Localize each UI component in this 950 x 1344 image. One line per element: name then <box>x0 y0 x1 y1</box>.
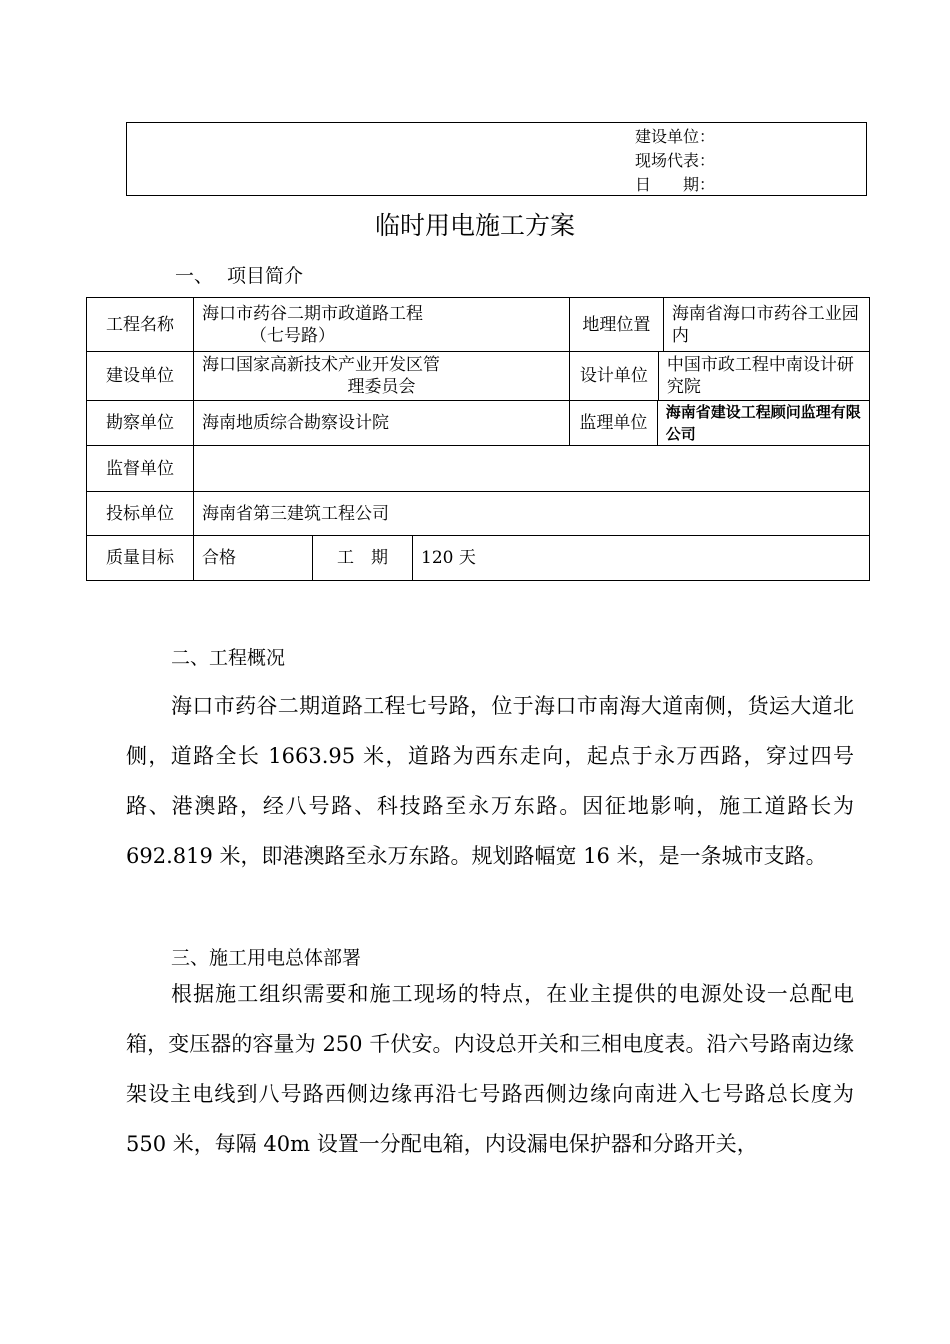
document-title: 临时用电施工方案 <box>374 211 575 240</box>
table-row <box>87 536 870 581</box>
site-rep-sign-label: 现场代表： <box>635 151 716 170</box>
owner-line2: 理委员会 <box>347 377 416 397</box>
owner-value <box>194 352 570 401</box>
table-row <box>87 401 870 446</box>
project-name-line1: 海口市药谷二期市政道路工程 <box>202 303 423 324</box>
location-label: 地理位置 <box>570 298 664 351</box>
duration-label: 工 期 <box>313 536 413 581</box>
section3-heading: 三、施工用电总体部署 <box>171 947 362 969</box>
bidder-label: 投标单位 <box>87 492 194 536</box>
owner-line1: 海口国家高新技术产业开发区管 <box>202 355 440 375</box>
section2-paragraph: 海口市药谷二期道路工程七号路，位于海口市南海大道南侧，货运大道北侧，道路全长 1663.95 米，道路为西东走向，起点于永万西路，穿过四号路、港澳路，经八号路、科技路至永万东路。因征地影响，施工道路长为 692.819 米，即港澳路至永万东路。规划路幅宽 16 米，是一条城市支路。 <box>126 694 854 868</box>
project-name-label: 工程名称 <box>87 298 194 352</box>
table-row <box>87 352 870 401</box>
table-row <box>87 446 870 492</box>
supervisor-label: 监理单位 <box>570 401 658 445</box>
owner-label: 建设单位 <box>87 352 194 401</box>
project-info-table <box>86 297 870 581</box>
designer-cell <box>570 352 870 401</box>
designer-value: 中国市政工程中南设计研究院 <box>666 355 854 397</box>
oversight-value <box>194 446 870 492</box>
section1-title: 项目简介 <box>227 265 304 287</box>
quality-label: 质量目标 <box>87 536 194 581</box>
date-sign-label: 日 期： <box>635 175 716 194</box>
project-name-line2: （七号路） <box>250 325 335 346</box>
builder-sign-label: 建设单位： <box>635 127 716 146</box>
project-name-value <box>194 298 570 352</box>
section3-paragraph: 根据施工组织需要和施工现场的特点，在业主提供的电源处设一总配电箱，变压器的容量为 250 千伏安。内设总开关和三相电度表。沿六号路南边缘架设主电线到八号路西侧边缘再沿七号路西侧边缘向南进入七号路总长度为 550 米，每隔 40m 设置一分配电箱，内设漏电保护器和分路开关， <box>126 982 854 1156</box>
survey-label: 勘察单位 <box>87 401 194 446</box>
location-value: 海南省海口市药谷工业园内 <box>671 303 859 346</box>
signature-box <box>126 122 867 196</box>
section1-heading <box>175 262 303 290</box>
table-row <box>87 492 870 536</box>
section1-number: 一、 <box>175 265 214 287</box>
section2-heading: 二、工程概况 <box>171 647 286 669</box>
supervisor-cell <box>570 401 870 446</box>
survey-value: 海南地质综合勘察设计院 <box>194 401 570 446</box>
table-row <box>87 298 870 352</box>
location-cell <box>570 298 870 352</box>
quality-value: 合格 <box>194 536 313 581</box>
oversight-label: 监督单位 <box>87 446 194 492</box>
bidder-value: 海南省第三建筑工程公司 <box>194 492 870 536</box>
duration-value: 120 天 <box>413 536 870 581</box>
supervisor-value: 海南省建设工程顾问监理有限公司 <box>665 403 861 443</box>
designer-label: 设计单位 <box>570 352 659 400</box>
